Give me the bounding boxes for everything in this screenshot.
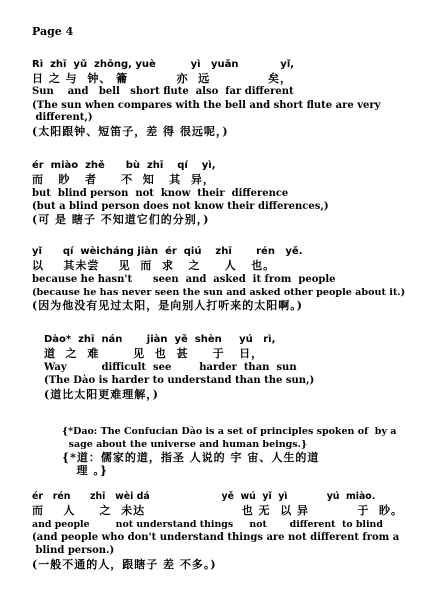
hanzi-line: 以 其未尝 见 而 求 之 人 也。 xyxy=(32,259,276,272)
gloss-line: Way difficult see harder than sun xyxy=(44,362,297,373)
gloss-line: and people not understand things not different to blind xyxy=(32,519,383,530)
pinyin-line: Dào* zhī nán jiàn yě shèn yú rì, xyxy=(44,334,276,345)
translation-zh-line: (道比太阳更难理解，) xyxy=(44,388,159,401)
translation-line: (The sun when compares with the bell and short flute are very xyxy=(32,100,381,111)
footnote-line: sage about the universe and human beings.} xyxy=(62,439,308,450)
page-number: Page 4 xyxy=(32,25,74,38)
pinyin-line: ér rén zhī wèi dá yě wú yǐ yì yú miào. xyxy=(32,491,376,502)
pinyin-line: Rì zhī yǔ zhōng, yuè yì yuǎn yǐ, xyxy=(32,59,295,70)
hanzi-line: 道 之 难 见 也 甚 于 日， xyxy=(44,347,264,360)
hanzi-line: 而 人 之 未达 也 无 以 异 于 眇。 xyxy=(32,504,403,517)
gloss-line: but blind person not know their difference xyxy=(32,188,289,199)
hanzi-line: 日 之 与 钟、 籥 亦 远 矣， xyxy=(32,72,293,85)
pinyin-line: yǐ qí wèicháng jiàn ér qiú zhī rén yě. xyxy=(32,246,303,257)
translation-line: different,) xyxy=(32,112,93,123)
translation-line: (but a blind person does not know their differences,) xyxy=(32,201,329,212)
footnote-zh-line: {*道：儒家的道，指圣 人说的 宇 宙、人生的道 xyxy=(62,451,320,464)
translation-zh-line: (太阳跟钟、短笛子，差 得 很远呢，) xyxy=(32,125,229,138)
gloss-line: because he hasn't seen and asked it from people xyxy=(32,274,336,285)
translation-line: (because he has never seen the sun and asked other people about it.) xyxy=(32,287,406,298)
footnote-line: {*Dao: The Confucian Dào is a set of principles spoken of by a xyxy=(62,426,397,437)
translation-line: (and people who don't understand things are not different from a xyxy=(32,532,400,543)
gloss-line: Sun and bell short flute also far different xyxy=(32,86,294,97)
translation-line: (The Dào is harder to understand than the sun,) xyxy=(44,375,315,386)
translation-line: blind person.) xyxy=(32,545,115,556)
translation-zh-line: (可 是 瞎子 不知道它们的分别，) xyxy=(32,213,210,226)
footnote-zh-line: 理 。} xyxy=(62,464,108,477)
hanzi-line: 而 眇 者 不 知 其 异， xyxy=(32,173,215,186)
translation-zh-line: (因为他没有见过太阳，是向别人打听来的太阳啊。) xyxy=(32,299,303,312)
pinyin-line: ér miào zhě bù zhī qí yì, xyxy=(32,160,216,171)
translation-zh-line: (一般不通的人，跟瞎子 差 不多。) xyxy=(32,558,217,571)
